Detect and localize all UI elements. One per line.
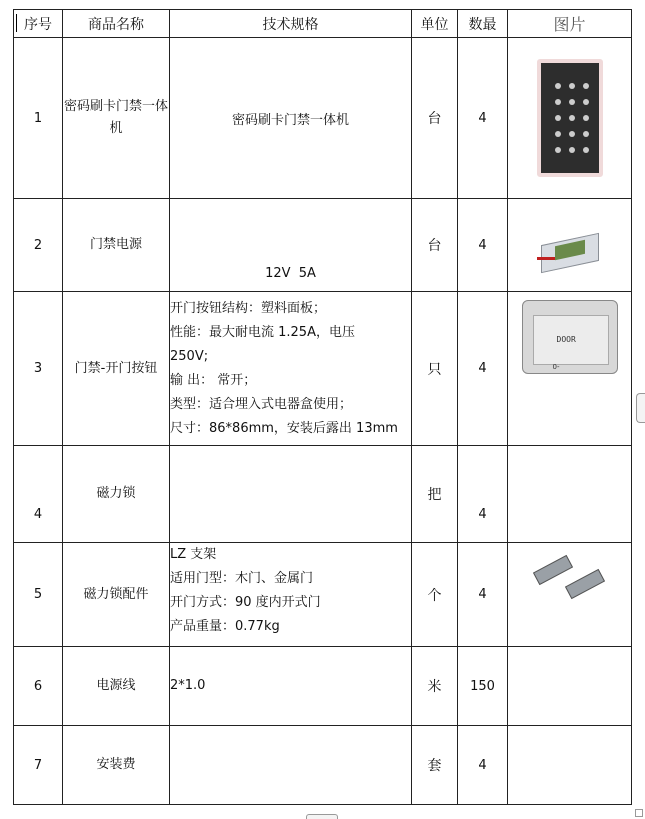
row-unit-text: 个 xyxy=(427,587,442,604)
row-unit xyxy=(412,543,458,647)
row-unit-text: 台 xyxy=(427,111,442,127)
row-unit xyxy=(412,38,458,199)
door-sublabel: 0- xyxy=(552,363,560,371)
row-index-text: 5 xyxy=(33,587,43,602)
row-name xyxy=(63,292,170,446)
row-index-text: 2 xyxy=(33,237,43,253)
row-unit xyxy=(412,726,458,805)
row-name xyxy=(63,446,170,543)
row-spec-text: 2*1.0 xyxy=(170,678,206,693)
keypad-key xyxy=(555,147,561,153)
row-image-cell xyxy=(508,446,632,543)
keypad-key xyxy=(569,131,575,137)
lz-mounting-brackets-image xyxy=(530,549,610,605)
header-qty: 数最 xyxy=(458,10,508,38)
row-qty-text: 4 xyxy=(478,587,487,602)
table-header-row xyxy=(14,10,632,38)
row-qty-text: 4 xyxy=(478,507,487,522)
keypad-key xyxy=(569,115,575,121)
keypad-key xyxy=(583,83,589,89)
table-row xyxy=(14,292,632,446)
row-image-cell xyxy=(508,38,632,199)
product-spec-table xyxy=(13,9,632,805)
header-unit: 单位 xyxy=(412,10,458,38)
row-qty-text: 4 xyxy=(478,757,487,773)
row-index xyxy=(14,199,63,292)
row-unit-text: 台 xyxy=(427,238,442,254)
spec-line: 类型：适合埋入式电器盒使用； xyxy=(170,396,353,412)
row-spec-text: 密码刷卡门禁一体机 xyxy=(231,112,349,128)
keypad-key xyxy=(555,115,561,121)
row-image-cell xyxy=(508,647,632,726)
row-qty-text: 4 xyxy=(478,110,487,126)
row-image-cell xyxy=(508,292,632,446)
keypad-key xyxy=(583,99,589,105)
spec-line: 输 出： 常开； xyxy=(170,372,257,388)
row-name-text: 安装费 xyxy=(96,757,136,772)
door-label: DOOR xyxy=(556,335,576,344)
row-spec xyxy=(170,726,412,805)
row-qty-text: 4 xyxy=(478,361,487,376)
corner-resize-icon[interactable] xyxy=(635,809,643,817)
row-qty xyxy=(458,446,508,543)
row-name xyxy=(63,38,170,199)
spec-line: 开门方式：90 度内开式门 xyxy=(170,595,321,610)
keypad-key xyxy=(583,147,589,153)
row-index-text: 4 xyxy=(33,507,43,522)
row-unit xyxy=(412,199,458,292)
row-image-cell xyxy=(508,543,632,647)
spec-line: LZ 支架 xyxy=(170,547,217,562)
row-unit xyxy=(412,292,458,446)
table-row xyxy=(14,446,632,543)
row-index xyxy=(14,647,63,726)
keypad-key xyxy=(555,131,561,137)
row-name-text: 门禁电源 xyxy=(89,237,142,252)
bottom-resize-handle[interactable] xyxy=(306,814,338,819)
keypad-key xyxy=(583,115,589,121)
row-image-cell xyxy=(508,199,632,292)
row-index xyxy=(14,38,63,199)
keypad-key xyxy=(555,99,561,105)
row-qty-text: 150 xyxy=(470,678,495,694)
spec-line: 适用门型：木门、金属门 xyxy=(170,571,314,586)
spec-line: 开门按钮结构：塑料面板； xyxy=(170,300,327,316)
row-qty xyxy=(458,726,508,805)
keypad-key xyxy=(569,99,575,105)
row-unit xyxy=(412,446,458,543)
header-image: 图片 xyxy=(508,10,632,38)
row-unit-text: 只 xyxy=(427,361,442,378)
spec-line: 性能：最大耐电流 1.25A，电压 xyxy=(170,324,355,340)
row-qty xyxy=(458,199,508,292)
row-spec xyxy=(170,199,412,292)
power-supply-unit-image xyxy=(537,229,603,269)
row-index-text: 7 xyxy=(33,757,43,773)
spec-line: 产品重量：0.77kg xyxy=(170,619,280,634)
row-name xyxy=(63,199,170,292)
row-unit-text: 套 xyxy=(427,758,442,774)
row-name-text: 磁力锁配件 xyxy=(83,586,149,602)
row-spec xyxy=(170,543,412,647)
keypad-key xyxy=(583,131,589,137)
keypad-key xyxy=(569,147,575,153)
row-index xyxy=(14,726,63,805)
row-spec xyxy=(170,38,412,199)
header-name: 商品名称 xyxy=(63,10,170,38)
table-row xyxy=(14,726,632,805)
table-row xyxy=(14,38,632,199)
row-unit-text: 把 xyxy=(427,487,442,503)
row-name-text: 密码刷卡门禁一体机 xyxy=(63,99,168,136)
row-name xyxy=(63,543,170,647)
keypad-key xyxy=(569,83,575,89)
header-index: 序号 xyxy=(14,10,63,38)
row-qty xyxy=(458,38,508,199)
spec-line: 尺寸：86*86mm，安装后露出 13mm xyxy=(170,420,398,436)
row-index-text: 6 xyxy=(33,678,43,694)
table-row xyxy=(14,543,632,647)
row-spec-text: 12V 5A xyxy=(265,266,316,281)
door-exit-button-image xyxy=(522,300,618,374)
row-name-text: 电源线 xyxy=(96,678,136,693)
row-qty xyxy=(458,543,508,647)
row-unit-text: 米 xyxy=(427,679,442,695)
row-name-text: 门禁-开门按钮 xyxy=(74,360,158,376)
row-index xyxy=(14,446,63,543)
table-row xyxy=(14,647,632,726)
row-name xyxy=(63,647,170,726)
row-name-text: 磁力锁 xyxy=(96,486,136,501)
header-spec: 技术规格 xyxy=(170,10,412,38)
row-index xyxy=(14,543,63,647)
row-qty xyxy=(458,292,508,446)
row-spec xyxy=(170,292,412,446)
row-image-cell xyxy=(508,726,632,805)
keypad-key xyxy=(555,83,561,89)
row-index-text: 1 xyxy=(33,110,43,126)
row-index-text: 3 xyxy=(33,361,43,376)
table-row xyxy=(14,199,632,292)
row-spec xyxy=(170,446,412,543)
side-scroll-handle[interactable] xyxy=(636,393,645,423)
row-qty-text: 4 xyxy=(478,237,487,253)
row-index xyxy=(14,292,63,446)
keypad-access-controller-image xyxy=(537,59,603,177)
spec-line: 250V; xyxy=(170,348,209,364)
row-unit xyxy=(412,647,458,726)
row-name xyxy=(63,726,170,805)
row-spec xyxy=(170,647,412,726)
row-qty xyxy=(458,647,508,726)
